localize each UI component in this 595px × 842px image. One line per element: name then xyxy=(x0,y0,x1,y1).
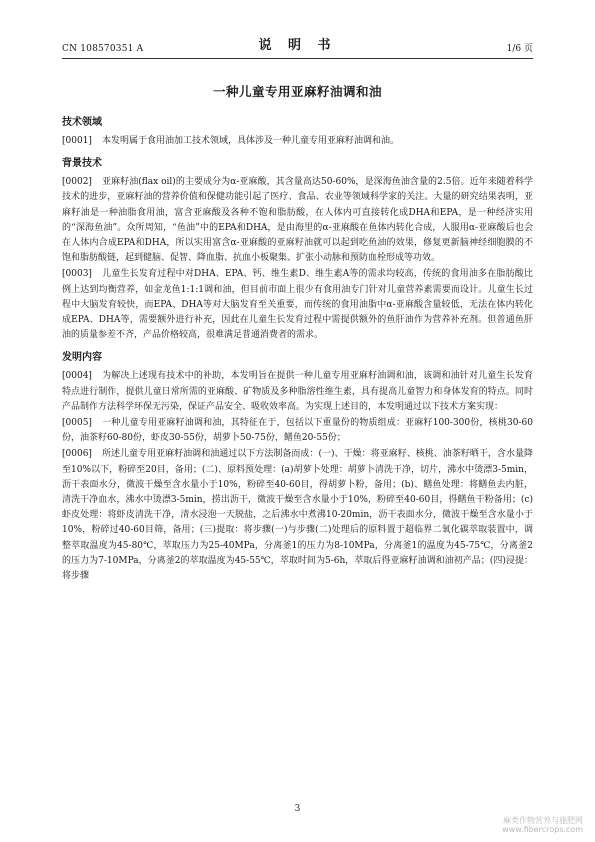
paragraph-number: [0003] xyxy=(62,269,92,280)
watermark-site-name: 麻类作物营养与施肥网 xyxy=(503,816,583,825)
section-heading: 发明内容 xyxy=(62,352,102,364)
header-title: 说 明 书 xyxy=(258,38,337,53)
site-watermark xyxy=(502,816,583,834)
paragraph xyxy=(62,175,533,266)
paragraph xyxy=(62,416,533,446)
watermark-url: www.fibercrops.com xyxy=(502,825,583,834)
paragraph-text: 所述儿童专用亚麻籽油调和油通过以下方法制备而成：(一)、干燥：将亚麻籽、核桃、油茶籽晒干，含水量降至10%以下，粉碎至20目，备用；(二)、原料预处理：(a)胡萝卜处理：胡萝卜清洗干净，切片，沸水中烫漂3-5min，沥干表面水分，微波干燥至含水量小于10%，粉碎至40-60目，得胡萝卜粉，备用；(b)、鳝鱼处理：将鳝鱼去内脏，清洗干净血水，沸水中烫漂3-5min，捞出沥干，微波干燥至含水量小于10%，粉碎至40-60目，得鳝鱼干粉备用；(c)虾皮处理：将虾皮清洗干净，清水浸泡一天脱盐，之后沸水中煮沸10-20min，沥干表面水分，微波干燥至含水量小于10%，粉碎过40-60目筛，备用；(三)提取：将步骤(一)与步骤(二)处理后的原料置于超临界二氧化碳萃取装置中，调整萃取温度为45-80℃，萃取压力为25-40MPa，分离釜1的压力为8-10MPa，分离釜1的温度为45-75℃，分离釜2的压力为7-10MPa，分离釜2的萃取温度为45-55℃，萃取时间为5-6h，萃取后得亚麻籽油调和油初产品；(四)浸提：将步骤 xyxy=(62,449,533,582)
paragraph-text: 本发明属于食用油加工技术领域，具体涉及一种儿童专用亚麻籽油调和油。 xyxy=(101,136,399,146)
paragraph-number: [0001] xyxy=(62,136,92,146)
paragraph-number: [0005] xyxy=(62,418,92,429)
paragraph xyxy=(62,447,533,584)
page-header xyxy=(62,38,533,59)
paragraph-text: 为解决上述现有技术中的补助，本发明旨在提供一种儿童专用亚麻籽油调和油，该调和油针对儿童生长发育特点进行制作，提供儿童日常所需的亚麻酸、矿物质及多种脂溶性维生素，具有提高儿童智力和身体发育的特点。同时产品制作方法科学环保无污染，保证产品安全、吸收效率高。为实现上述目的，本发明通过以下技术方案实现： xyxy=(62,371,533,412)
paragraph-text: 亚麻籽油(flax oil)的主要成分为α-亚麻酸，其含量高达50-60%，是深海鱼油含量的2.5倍。近年来随着科学技术的进步，亚麻籽油的营养价值和保健功能引起了医疗、食品、农业等领域科学家的关注。大量的研究结果表明，亚麻籽油是一种油脂食用油，富含亚麻酸及各种不饱和脂肪酸，在人体内可直接转化成DHA和EPA，是一种经济实用的“深海鱼油”。众所周知，“鱼油”中的EPA和DHA，是由海里的α-亚麻酸在鱼体内转化合成，人服用α-亚麻酸后也会在人体内合成EPA和DHA，所以实用富含α-亚麻酸的亚麻籽油就可以起到吃鱼油的效果，修复更新脑神经细胞膜的不饱和脂肪酸链，起到健脑、促智、降血脂、抗血小板聚集、扩张小动脉和预防血栓形成等功效。 xyxy=(62,177,533,264)
section-heading: 技术领域 xyxy=(62,117,102,128)
paragraph-number: [0004] xyxy=(62,371,92,382)
paragraph-text: 儿童生长发育过程中对DHA、EPA、钙、维生素D、维生素A等的需求均较高，传统的食用油多在脂肪酸比例上达到均衡营养，如金龙鱼1:1:1调和油，但目前市面上很少有食用油专门针对儿童营养素需要而设计。儿童生长过程中大脑发育较快，而EPA、DHA等对大脑发育至关重要，而传统的食用油脂中α-亚麻酸含量较低，无法在体内转化成EPA、DHA等，需要额外进行补充，因此在儿童生长发育过程中需提供额外的鱼肝油作为营养补充剂。但普通鱼肝油的质量参差不齐，产品价格较高，很难满足普通消费者的需求。 xyxy=(62,269,533,341)
publication-number: CN 108570351 A xyxy=(62,44,144,54)
paragraph-number: [0006] xyxy=(62,449,92,460)
document-title: 一种儿童专用亚麻籽油调和油 xyxy=(212,84,382,99)
paragraph xyxy=(62,267,533,343)
section-heading: 背景技术 xyxy=(62,158,102,170)
page-indicator: 1/6 页 xyxy=(506,44,533,54)
document-body xyxy=(62,108,533,585)
section-technical-field xyxy=(62,116,533,149)
paragraph-text: 一种儿童专用亚麻籽油调和油，其特征在于，包括以下重量份的物质组成：亚麻籽100-300份，核桃30-60份，油茶籽60-80份，虾皮30-55份，胡萝卜50-75份，鳝鱼20-55份； xyxy=(62,418,533,444)
page-number: 3 xyxy=(294,804,301,814)
section-background-art xyxy=(62,157,533,343)
section-summary xyxy=(62,351,533,584)
paragraph xyxy=(62,134,533,149)
paragraph xyxy=(62,369,533,415)
paragraph-number: [0002] xyxy=(62,177,92,188)
